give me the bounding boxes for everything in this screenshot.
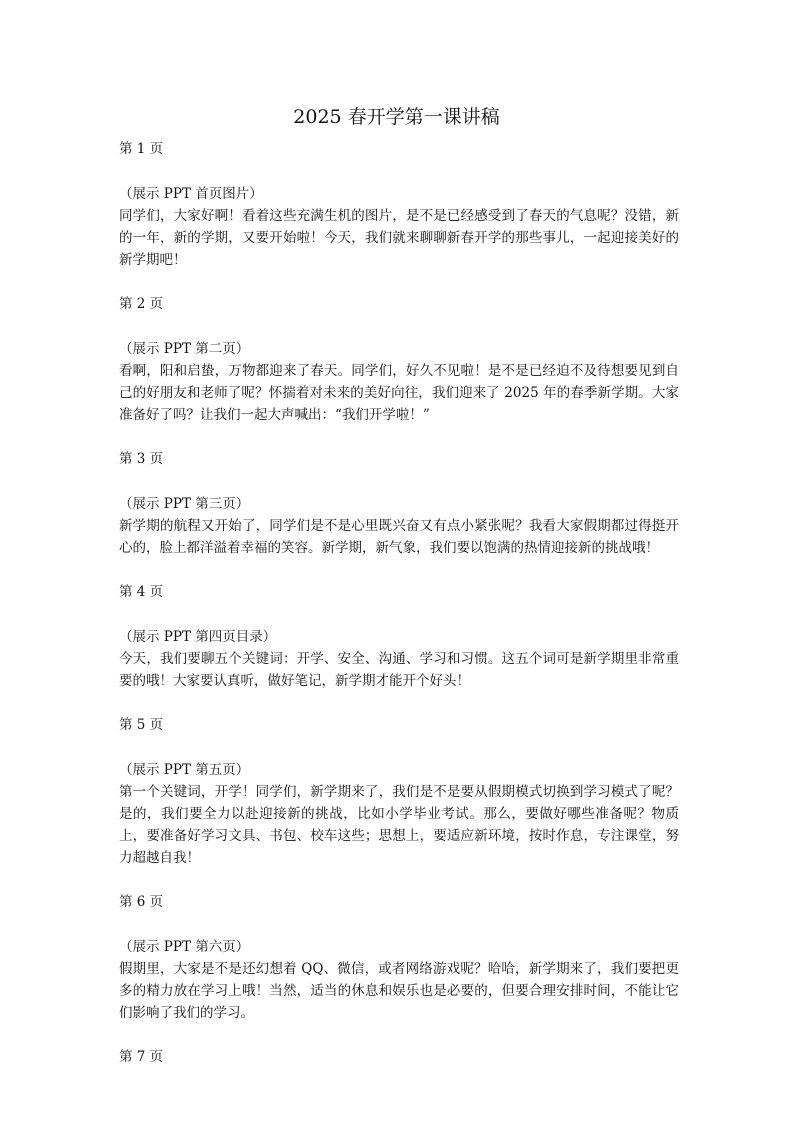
paragraph: 看啊，阳和启蛰，万物都迎来了春天。同学们，好久不见啦！是不是已经迫不及待想要见到自己的好朋友和老师了呢？怀揣着对未来的美好向往，我们迎来了 2025 年的春季新学期。大家准备好了吗？让我们一起大声喊出：“我们开学啦！” xyxy=(119,363,679,423)
paragraph: 假期里，大家是不是还幻想着 QQ、微信，或者网络游戏呢？哈哈，新学期来了，我们要把更多的精力放在学习上哦！当然，适当的休息和娱乐也是必要的，但要合理安排时间，不能让它们影响了我们的学习。 xyxy=(119,961,679,1021)
page-label: 第 7 页 xyxy=(119,1049,164,1065)
paragraph: 新学期的航程又开始了，同学们是不是心里既兴奋又有点小紧张呢？我看大家假期都过得挺开心的，脸上都洋溢着幸福的笑容。新学期，新气象，我们要以饱满的热情迎接新的挑战哦！ xyxy=(119,518,679,556)
ppt-note: （展示 PPT 第五页） xyxy=(119,762,250,778)
ppt-note: （展示 PPT 第三页） xyxy=(119,496,250,512)
section-page-7 xyxy=(119,1046,679,1068)
section-page-6 xyxy=(119,891,679,1046)
page-label: 第 6 页 xyxy=(119,894,164,910)
ppt-note: （展示 PPT 首页图片） xyxy=(119,186,263,202)
ppt-note: （展示 PPT 第四页目录） xyxy=(119,629,277,645)
page-label: 第 1 页 xyxy=(119,141,164,157)
document-body xyxy=(119,138,679,1068)
section-page-2 xyxy=(119,293,679,448)
ppt-note: （展示 PPT 第二页） xyxy=(119,341,250,357)
paragraph: 第一个关键词，开学！同学们，新学期来了，我们是不是要从假期模式切换到学习模式了呢？是的，我们要全力以赴迎接新的挑战，比如小学毕业考试。那么，要做好哪些准备呢？物质上，要准备好学习文具、书包、校车这些；思想上，要适应新环境，按时作息，专注课堂，努力超越自我！ xyxy=(119,784,679,866)
section-page-1 xyxy=(119,138,679,293)
page-label: 第 5 页 xyxy=(119,717,164,733)
paragraph: 今天，我们要聊五个关键词：开学、安全、沟通、学习和习惯。这五个词可是新学期里非常重要的哦！大家要认真听，做好笔记，新学期才能开个好头！ xyxy=(119,651,679,689)
section-page-4 xyxy=(119,581,679,714)
page-label: 第 3 页 xyxy=(119,451,164,467)
page-label: 第 4 页 xyxy=(119,584,164,600)
document-title: 2025 春开学第一课讲稿 xyxy=(293,106,500,128)
page-label: 第 2 页 xyxy=(119,296,164,312)
ppt-note: （展示 PPT 第六页） xyxy=(119,939,250,955)
section-page-3 xyxy=(119,448,679,581)
section-page-5 xyxy=(119,714,679,891)
paragraph: 同学们，大家好啊！看着这些充满生机的图片，是不是已经感受到了春天的气息呢？没错，新的一年，新的学期，又要开始啦！今天，我们就来聊聊新春开学的那些事儿，一起迎接美好的新学期吧！ xyxy=(119,208,679,268)
